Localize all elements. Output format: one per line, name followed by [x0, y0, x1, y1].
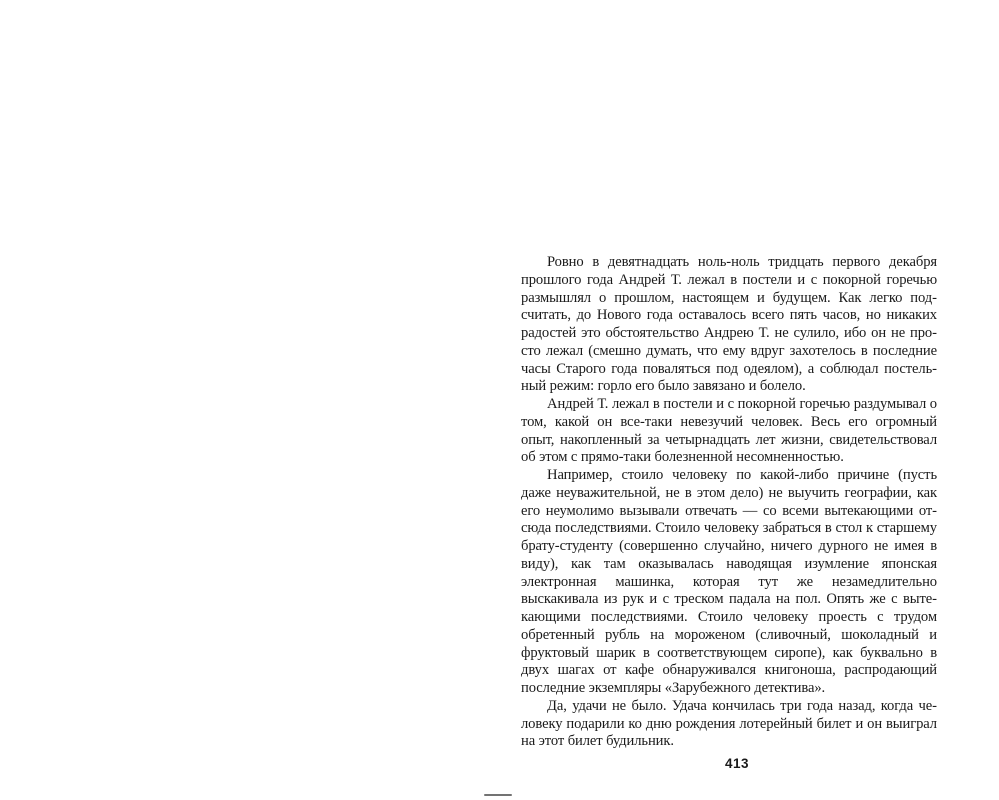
- paragraph-1: Ровно в девятнадцать ноль-ноль тридцать первого декабря прошлого года Андрей Т. лежал в постели и с покорной горечью размышлял о прошлом, настоящем и будущем. Как легко подсчитать, до Нового года оставалось всего пять часов, но никаких радостей это обстоятельство Андрею Т. не сулило, ибо он не просто лежал (смешно думать, что ему вдруг захотелось в последние часы Старого года поваляться под одеялом), а соблюдал постельный режим: горло его было завязано и болело.: [521, 254, 937, 395]
- left-page-blank: [0, 0, 499, 800]
- paragraph-3: Например, стоило человеку по какой-либо причине (пусть даже неуважительной, не в этом дело) не выучить географии, как его неумолимо вызывали отвечать — со всеми вытекающими отсюда последствиями. Стоило человеку забраться в стол к старшему брату-студенту (совершенно случайно, ничего дурного не имея в виду), как там оказывалась наводящая изумление японская электронная машинка, которая тут же незамедлительно выскакивала из рук и с треском падала на пол. Опять же с вытекающими последствиями. Стоило человеку проесть с трудом обретенный рубль на мороженом (сливочный, шоколадный и фруктовый шарик в соответствующем сиропе), как буквально в двух шагах от кафе обнаруживался книгоноша, распродающий последние экземпляры «Зарубежного детектива».: [521, 467, 937, 696]
- scan-smudge-mark: [484, 794, 512, 796]
- paragraph-2: Андрей Т. лежал в постели и с покорной горечью раздумывал о том, какой он все-таки невезучий человек. Весь его огромный опыт, накопленный за четырнадцать лет жизни, свидетельствовал об этом с прямо-таки болезненной несомненностью.: [521, 396, 937, 466]
- paragraph-4: Да, удачи не было. Удача кончилась три года назад, когда человеку подарили ко дню рождения лотерейный билет и он выиграл на этот билет будильник.: [521, 697, 937, 750]
- right-page: [499, 0, 999, 800]
- page-number: 413: [724, 756, 750, 771]
- body-text: [521, 254, 937, 751]
